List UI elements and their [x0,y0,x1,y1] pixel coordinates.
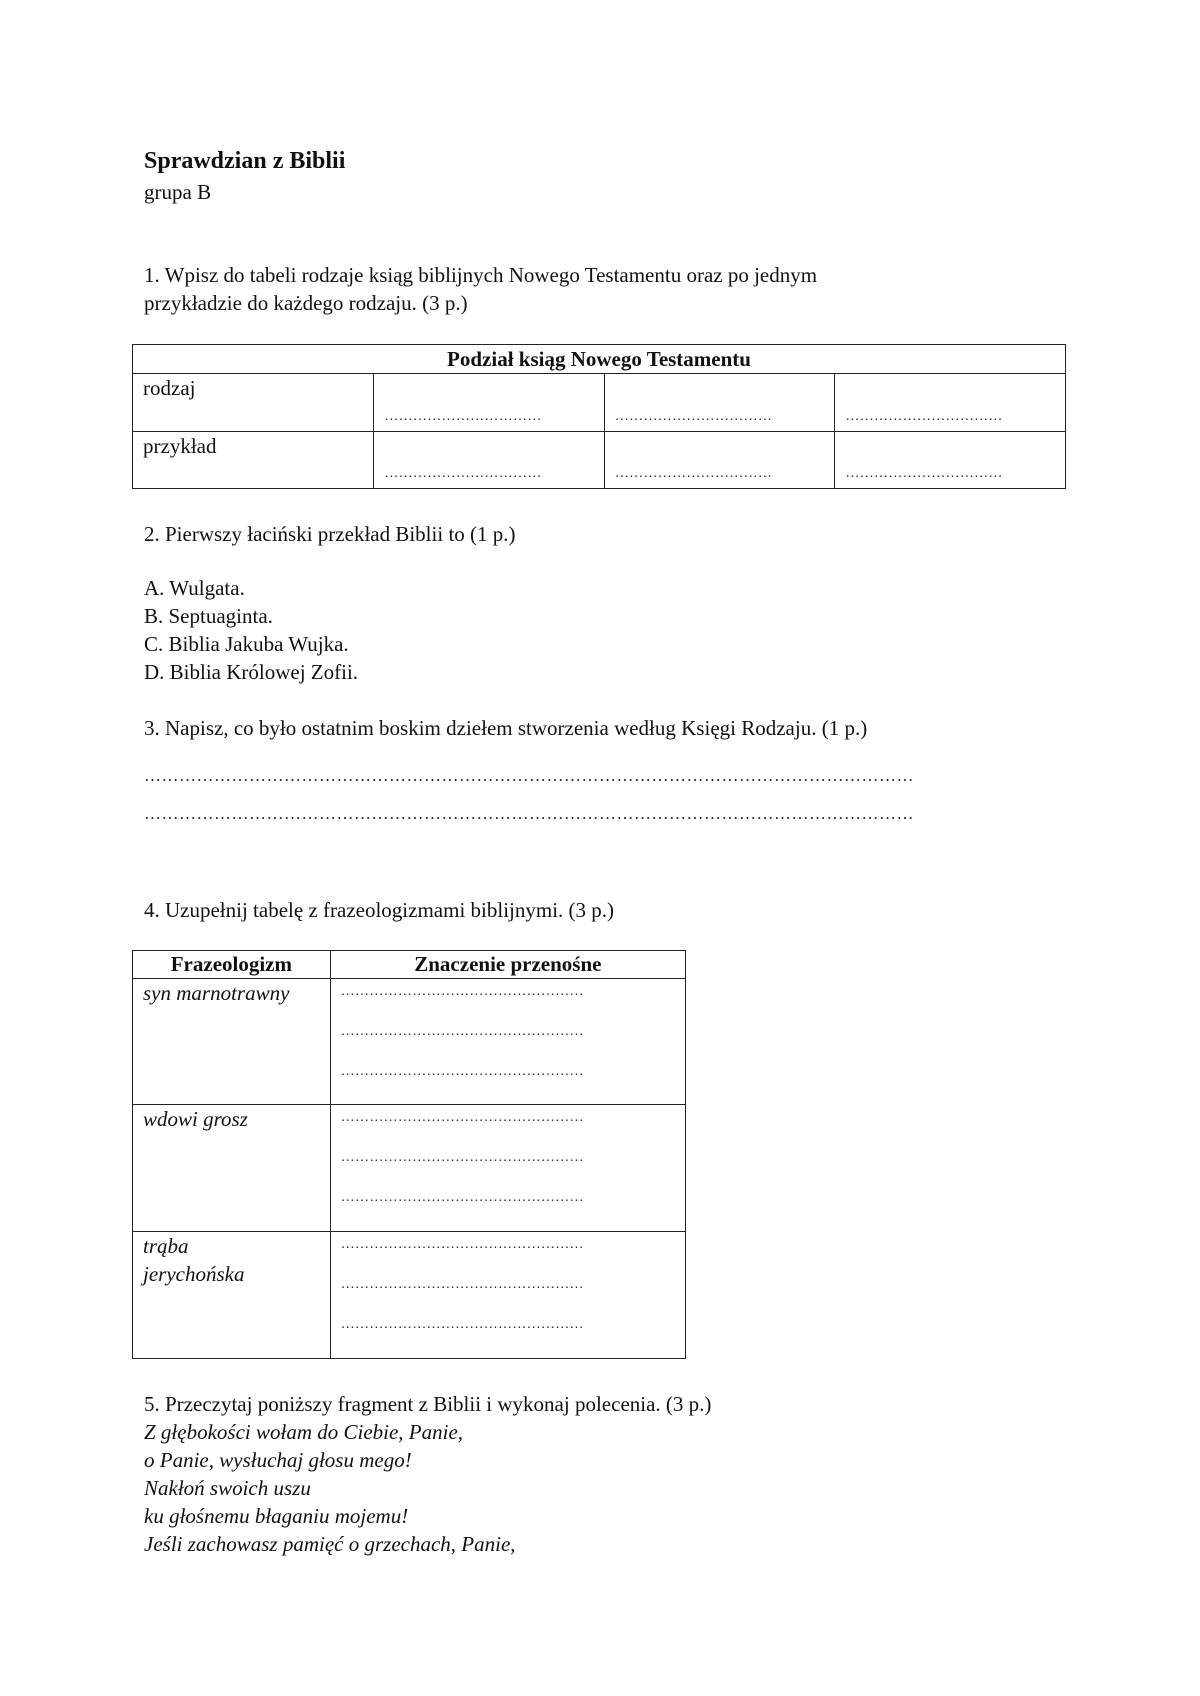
q1-prompt-line1: 1. Wpisz do tabeli rodzaje ksiąg biblijnych Nowego Testamentu oraz po jednym [144,263,818,287]
meaning-blank: …………………………………………… [340,1237,584,1252]
answer-cell[interactable] [374,432,605,489]
meaning-blank: …………………………………………… [340,1110,584,1125]
meaning-cell[interactable] [330,1105,685,1232]
answer-blank: …………………………… [384,466,542,481]
meaning-blank: …………………………………………… [340,1317,584,1332]
verse-line: o Panie, wysłuchaj głosu mego! [144,1448,412,1472]
phrase-cell [133,1105,331,1232]
meaning-blank: …………………………………………… [340,1024,584,1039]
phrase-cell [133,979,331,1105]
col-header-meaning [330,951,685,979]
phrase-text: syn marnotrawny [143,981,290,1005]
q4-prompt: 4. Uzupełnij tabelę z frazeologizmami biblijnymi. (3 p.) [144,898,615,922]
meaning-cell[interactable] [330,979,685,1105]
q1-prompt-line2: przykładzie do każdego rodzaju. (3 p.) [144,291,468,315]
q3-answer-line[interactable]: …………………………………………………………………………………………………………………… [144,766,914,785]
answer-blank: …………………………… [614,409,773,424]
group-label: grupa B [144,180,212,204]
col-header-phrase [133,951,331,979]
answer-blank: …………………………… [845,409,1003,424]
phraseology-table [132,950,686,1359]
answer-blank: …………………………… [845,466,1003,481]
answer-cell[interactable] [835,374,1066,432]
col-header-text: Frazeologizm [170,952,292,976]
q2-option-c[interactable]: C. Biblia Jakuba Wujka. [144,632,349,656]
meaning-cell[interactable] [330,1232,685,1359]
meaning-blank: …………………………………………… [340,984,584,999]
row-label-rodzaj [133,374,374,432]
verse-line: Nakłoń swoich uszu [144,1476,311,1500]
verse-line: Z głębokości wołam do Ciebie, Panie, [144,1420,464,1444]
answer-cell[interactable] [604,432,835,489]
verse-line: Jeśli zachowasz pamięć o grzechach, Panie, [144,1532,516,1556]
q2-prompt: 2. Pierwszy łaciński przekład Biblii to (1 p.) [144,522,516,546]
answer-cell[interactable] [374,374,605,432]
nt-table-title: Podział ksiąg Nowego Testamentu [447,347,751,371]
phrase-text: trąba [143,1234,189,1258]
q2-option-a[interactable]: A. Wulgata. [144,576,245,600]
answer-cell[interactable] [604,374,835,432]
q3-answer-line[interactable]: …………………………………………………………………………………………………………………… [144,804,914,823]
answer-blank: …………………………… [614,466,773,481]
q2-option-d[interactable]: D. Biblia Królowej Zofii. [144,660,359,684]
page-title: Sprawdzian z Biblii [144,148,346,174]
q2-option-b[interactable]: B. Septuaginta. [144,604,273,628]
answer-cell[interactable] [835,432,1066,489]
meaning-blank: …………………………………………… [340,1190,584,1205]
row-label-przyklad [133,432,374,489]
phrase-text-cont: jerychońska [143,1262,245,1286]
meaning-blank: …………………………………………… [340,1150,584,1165]
phrase-cell [133,1232,331,1359]
phrase-text: wdowi grosz [143,1107,248,1131]
nt-table-header [133,345,1066,374]
meaning-blank: …………………………………………… [340,1064,584,1079]
row-label-text: przykład [143,434,217,458]
verse-line: ku głośnemu błaganiu mojemu! [144,1504,409,1528]
nt-books-table [132,344,1066,489]
q5-prompt: 5. Przeczytaj poniższy fragment z Biblii i wykonaj polecenia. (3 p.) [144,1392,712,1416]
col-header-text: Znaczenie przenośne [414,952,602,976]
meaning-blank: …………………………………………… [340,1277,584,1292]
answer-blank: …………………………… [384,409,542,424]
q3-prompt: 3. Napisz, co było ostatnim boskim dziełem stworzenia według Księgi Rodzaju. (1 p.) [144,716,868,740]
row-label-text: rodzaj [143,376,196,400]
